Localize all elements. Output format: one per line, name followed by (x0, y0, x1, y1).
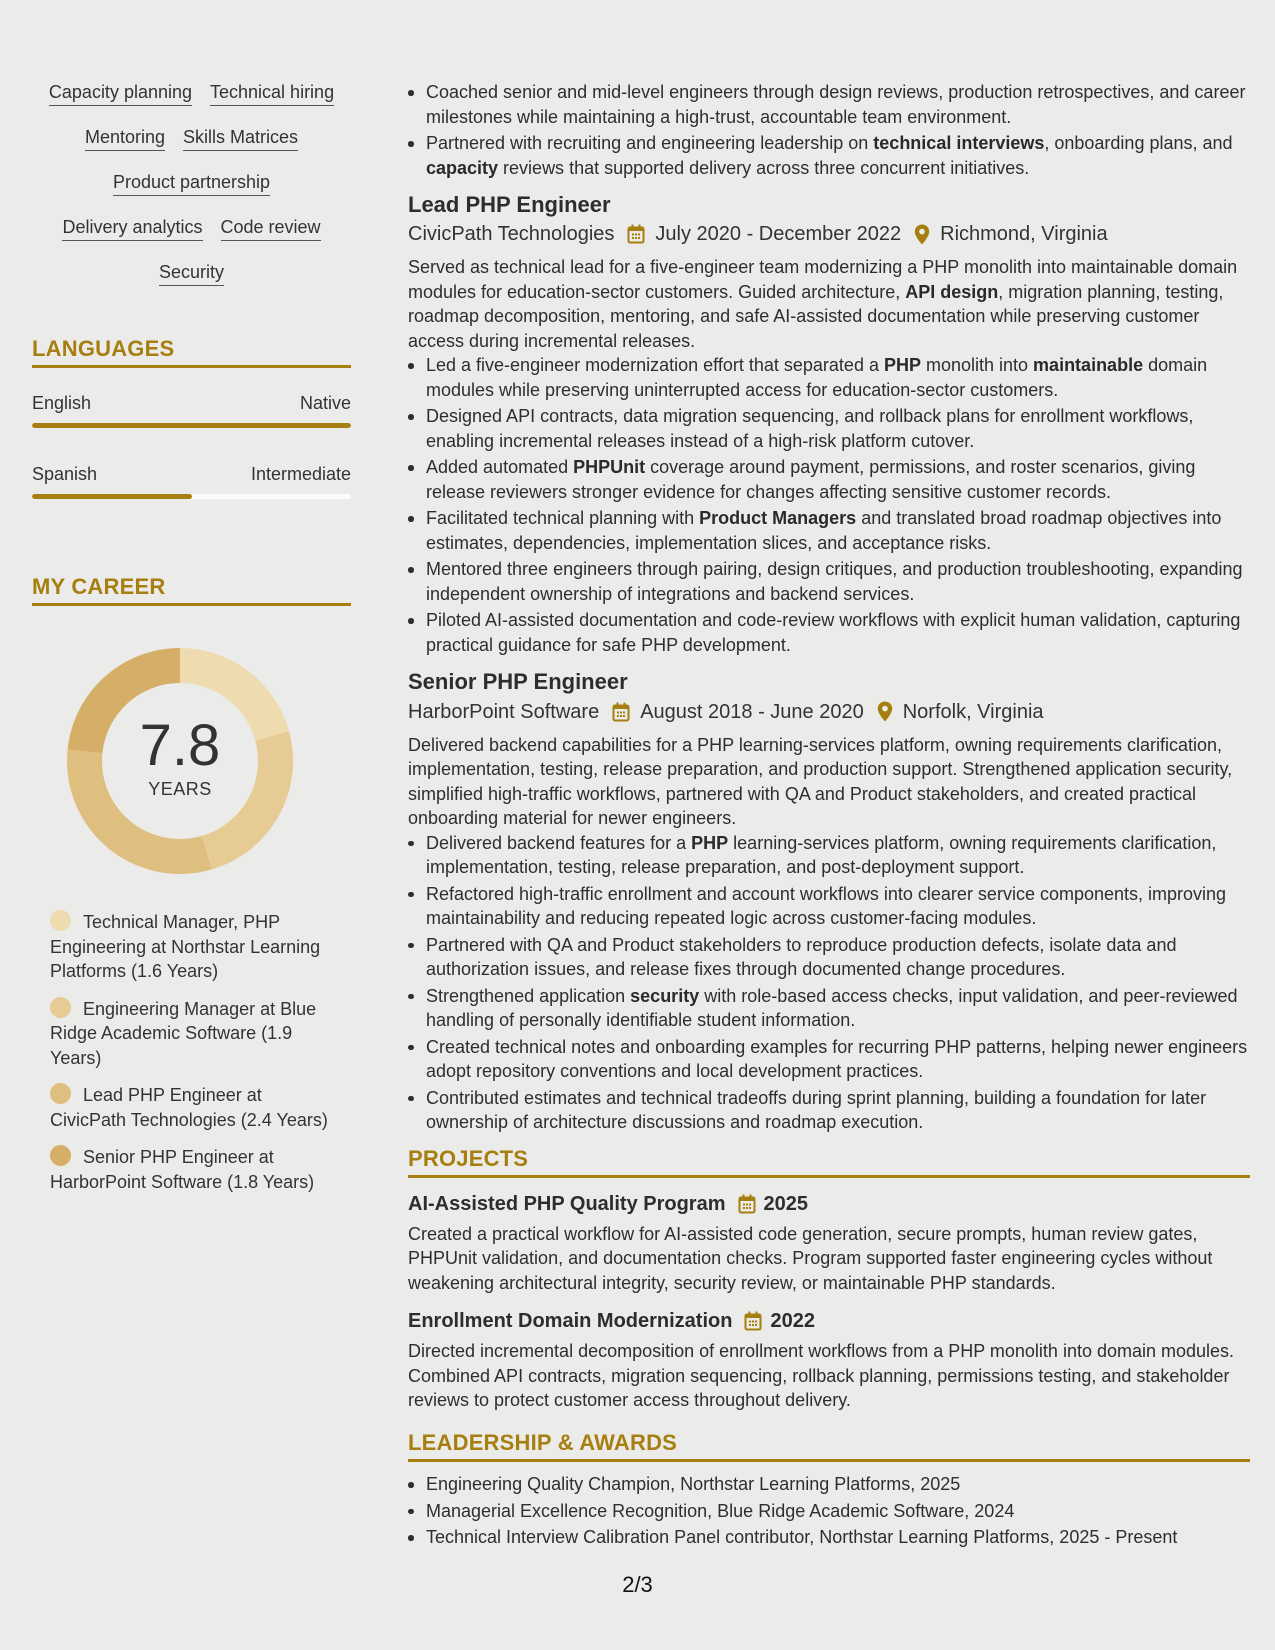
calendar-icon (738, 1194, 756, 1214)
text-run: and translated broad roadmap objectives into estimates, dependencies, implementation slices, and acceptance risks. (426, 508, 1222, 553)
text-run: , migration planning, testing, roadmap decomposition, mentoring, and safe AI-assisted documentation while preserving customer access during incremental releases. (408, 281, 1224, 351)
skill-tag: Technical hiring (210, 82, 334, 106)
projects-list (408, 1192, 1250, 1413)
language-proficiency-bar (32, 423, 351, 428)
job-dates: August 2018 - June 2020 (640, 700, 864, 723)
previous-role-bullets (408, 80, 1250, 180)
legend-swatch (50, 1145, 71, 1166)
projects-heading: PROJECTS (408, 1147, 1250, 1178)
job-title: Senior PHP Engineer (408, 669, 628, 695)
main-content (408, 80, 1250, 1552)
text-run: Partnered with recruiting and engineering leadership on (426, 133, 874, 153)
text-run: Added automated (426, 457, 574, 478)
calendar-icon (744, 1311, 762, 1331)
emphasis-text: Product Managers (699, 508, 857, 529)
list-item (408, 933, 1250, 982)
emphasis-text: security (630, 985, 700, 1006)
project-description: Created a practical workflow for AI-assisted code generation, secure prompts, human review gates, PHPUnit validation, and documentation checks. Program supported faster engineering cycles without weakening architectural integrity, security review, or maintainable PHP standards. (408, 1223, 1213, 1293)
text-run: reviews that supported delivery across three concurrent initiatives. (498, 157, 1030, 178)
text-run: Led a five-engineer modernization effort that separated a (426, 355, 884, 376)
award-item: Managerial Excellence Recognition, Blue Ridge Academic Software, 2024 (408, 1499, 1250, 1524)
text-run: Created technical notes and onboarding examples for recurring PHP patterns, helping newer engineers adopt repository conventions and local development practices. (426, 1036, 1248, 1082)
skill-tag: Code review (221, 217, 321, 241)
languages-list (32, 394, 351, 499)
project-title-row (408, 1192, 1250, 1216)
language-name: Spanish (32, 464, 98, 485)
career-legend-item (50, 910, 340, 984)
skill-tag: Delivery analytics (62, 217, 202, 241)
skill-tag: Product partnership (113, 172, 270, 196)
job-meta (408, 222, 1250, 246)
career-legend-item (50, 997, 340, 1071)
job-entry (408, 192, 1250, 657)
list-item (408, 557, 1250, 606)
emphasis-text: API design (905, 281, 999, 302)
list-item (408, 353, 1250, 402)
emphasis-text: PHP (883, 355, 921, 376)
text-run: Partnered with QA and Product stakeholders to reproduce production defects, isolate data and authorization issues, and release fixes through documented change procedures. (426, 934, 1177, 980)
legend-label: Technical Manager, PHP Engineering at Northstar Learning Platforms (1.6 Years) (50, 912, 321, 982)
project-entry (408, 1192, 1250, 1296)
legend-swatch (50, 910, 71, 931)
text-run: Contributed estimates and technical tradeoffs during sprint planning, building a foundation for later ownership of architecture discussions and roadmap execution. (426, 1087, 1207, 1133)
list-item (408, 831, 1250, 880)
map-pin-icon (877, 701, 893, 722)
text-run: Served as technical lead for a five-engineer team modernizing a PHP monolith into maintainable domain modules for education-sector customers. Guided architecture, (408, 257, 1238, 302)
job-meta (408, 700, 1250, 724)
project-year: 2022 (770, 1310, 815, 1333)
career-total-years: 7.8 (139, 712, 221, 778)
skill-tag: Mentoring (85, 127, 165, 151)
skills-row (32, 127, 351, 172)
project-description: Directed incremental decomposition of enrollment workflows from a PHP monolith into domain modules. Combined API contracts, migration sequencing, rollback planning, permissions testing, and stakeholder reviews to protect customer access throughout delivery. (408, 1341, 1235, 1411)
list-item (408, 131, 1250, 180)
skills-list (32, 82, 351, 307)
job-bullets (408, 831, 1250, 1135)
list-item (408, 984, 1250, 1033)
map-pin-icon (914, 224, 930, 245)
career-donut-chart (65, 646, 295, 876)
skill-tag: Skills Matrices (183, 127, 298, 151)
language-level: Intermediate (250, 464, 351, 485)
emphasis-text: PHP (691, 832, 729, 853)
list-item (408, 80, 1250, 129)
language-proficiency-fill (32, 423, 351, 428)
languages-heading: LANGUAGES (32, 337, 351, 368)
skills-row (32, 172, 351, 217)
skill-tag: Capacity planning (49, 82, 192, 106)
job-entry (408, 669, 1250, 1134)
list-item (408, 455, 1250, 504)
text-run: learning-services platform, owning requirements clarification, implementation, testing, release preparation, and post-deployment support. (426, 832, 1217, 878)
job-location: Richmond, Virginia (940, 223, 1108, 246)
project-title-row (408, 1309, 1250, 1333)
skill-tag: Security (159, 262, 224, 286)
legend-label: Senior PHP Engineer at HarborPoint Software (1.8 Years) (50, 1147, 315, 1192)
list-item (408, 404, 1250, 453)
language-item (32, 394, 351, 428)
text-run: Delivered backend capabilities for a PHP learning-services platform, owning requirements clarification, implementation, testing, release preparation, and production support. Strengthened application security, simplified high-traffic workflows, partnered with QA and Product stakeholders, and created practical onboarding material for newer engineers. (408, 734, 1233, 829)
company-name: HarborPoint Software (408, 700, 600, 723)
emphasis-text: maintainable (1033, 355, 1144, 376)
list-item (408, 506, 1250, 555)
emphasis-text: PHPUnit (573, 457, 646, 478)
languages-section (32, 337, 351, 499)
career-legend (50, 910, 340, 1194)
awards-list (408, 1472, 1250, 1550)
calendar-icon (612, 702, 630, 722)
calendar-icon (627, 224, 645, 244)
emphasis-text: technical interviews (873, 133, 1045, 153)
job-description (408, 733, 1250, 831)
skills-row (32, 82, 351, 127)
language-item (32, 465, 351, 499)
text-run: Mentored three engineers through pairing, design critiques, and production troubleshooting, expanding independent ownership of integrations and backend services. (426, 559, 1243, 604)
career-heading: MY CAREER (32, 575, 351, 606)
company-name: CivicPath Technologies (408, 223, 615, 246)
career-section (32, 575, 351, 1194)
career-legend-item (50, 1083, 340, 1132)
language-name: English (32, 393, 92, 414)
list-item (408, 1035, 1250, 1084)
award-item: Technical Interview Calibration Panel contributor, Northstar Learning Platforms, 2025 - Present (408, 1525, 1250, 1550)
sidebar (32, 82, 351, 1207)
project-title: AI-Assisted PHP Quality Program (408, 1192, 726, 1215)
award-item: Engineering Quality Champion, Northstar Learning Platforms, 2025 (408, 1472, 1250, 1497)
text-run: , onboarding plans, and (1044, 133, 1233, 153)
experience-list (408, 192, 1250, 1135)
skills-row (32, 262, 351, 307)
text-run: domain modules while preserving uninterrupted access for education-sector customers. (426, 355, 1208, 400)
career-years-unit: YEARS (148, 778, 212, 799)
text-run: Designed API contracts, data migration sequencing, and rollback plans for enrollment workflows, enabling incremental releases instead of a high-risk platform cutover. (426, 406, 1194, 451)
text-run: coverage around payment, permissions, and roster scenarios, giving release reviewers stronger evidence for changes affecting sensitive customer records. (426, 457, 1196, 502)
list-item (408, 882, 1250, 931)
list-item (408, 608, 1250, 657)
project-entry (408, 1309, 1250, 1413)
legend-label: Engineering Manager at Blue Ridge Academic Software (1.9 Years) (50, 998, 317, 1068)
skills-row (32, 217, 351, 262)
language-proficiency-bar (32, 494, 351, 499)
language-proficiency-fill (32, 494, 192, 499)
text-run: monolith into (920, 355, 1034, 376)
awards-heading: LEADERSHIP & AWARDS (408, 1431, 1250, 1462)
career-legend-item (50, 1145, 340, 1194)
text-run: Strengthened application (426, 985, 631, 1006)
emphasis-text: capacity (426, 157, 499, 178)
job-title: Lead PHP Engineer (408, 192, 611, 217)
project-year: 2025 (763, 1192, 808, 1215)
job-location: Norfolk, Virginia (902, 700, 1044, 723)
text-run: Delivered backend features for a (426, 832, 692, 853)
job-description (408, 255, 1250, 353)
page-number: 2/3 (622, 1572, 653, 1597)
legend-label: Lead PHP Engineer at CivicPath Technologies (2.4 Years) (50, 1085, 328, 1130)
project-title: Enrollment Domain Modernization (408, 1310, 733, 1333)
text-run: Coached senior and mid-level engineers through design reviews, production retrospectives, and career milestones while maintaining a high-trust, accountable team environment. (426, 82, 1246, 127)
job-dates: July 2020 - December 2022 (655, 223, 902, 246)
text-run: Facilitated technical planning with (426, 508, 700, 529)
job-bullets (408, 353, 1250, 657)
list-item (408, 1086, 1250, 1135)
legend-swatch (50, 1083, 71, 1104)
text-run: Refactored high-traffic enrollment and account workflows into clearer service components, improving maintainability and reducing repeated logic across customer-facing modules. (426, 883, 1227, 929)
legend-swatch (50, 997, 71, 1018)
text-run: with role-based access checks, input validation, and peer-reviewed handling of personally identifiable student information. (426, 985, 1238, 1031)
language-level: Native (299, 393, 351, 414)
text-run: Piloted AI-assisted documentation and code-review workflows with explicit human validation, capturing practical guidance for safe PHP development. (426, 610, 1241, 655)
